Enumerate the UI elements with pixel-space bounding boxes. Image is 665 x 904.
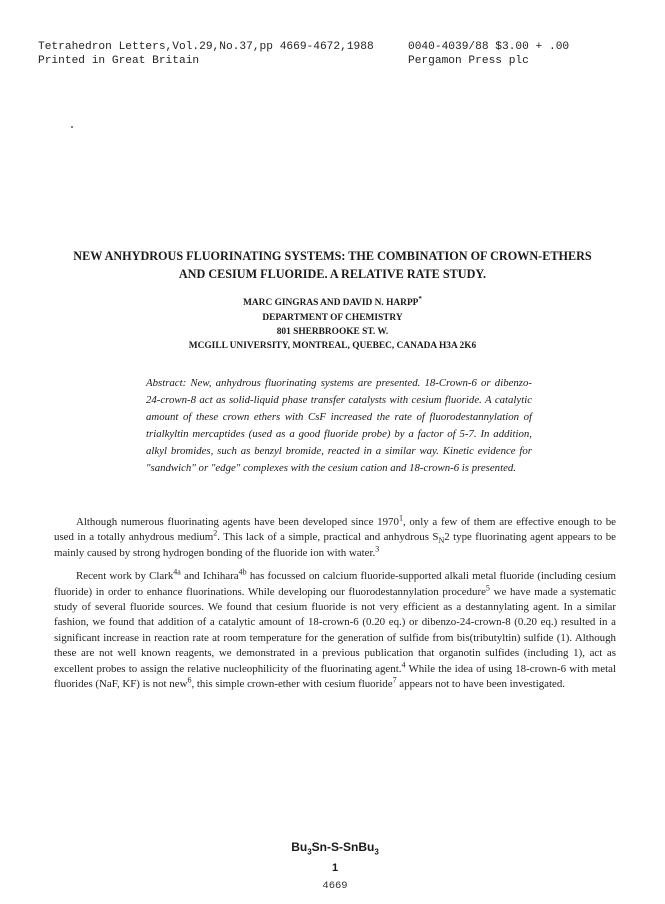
- title-line-1: NEW ANHYDROUS FLUORINATING SYSTEMS: THE COMBINATION OF CROWN-ETHERS: [73, 249, 592, 263]
- street-address: 801 SHERBROOKE ST. W.: [276, 326, 389, 337]
- compound-number: 1: [331, 862, 339, 875]
- reference-marker: 2: [213, 528, 218, 538]
- page-number: 4669: [322, 880, 348, 892]
- title-line-2: AND CESIUM FLUORIDE. A RELATIVE RATE STUDY.: [178, 267, 487, 281]
- abstract-text: New, anhydrous fluorinating systems are presented. 18-Crown-6 or dibenzo-24-crown-8 act as solid-liquid phase transfer catalysts with cesium fluoride. A catalytic amount of these crown ethers with CsF increased the rate of fluorodestannylation of trialkyltin mercaptides (used as a good fluoride probe) by a factor of 5-7. In addition, alkyl bromides, such as benzyl bromide, reacted in a similar way. Kinetic evidence for "sandwich" or "edge" complexes with the cesium cation and 18-crown-6 is presented.: [146, 377, 532, 474]
- body-text: [54, 515, 616, 700]
- text-run: . This lack of a simple, practical and anhydrous S: [217, 531, 439, 544]
- corresponding-author-marker: *: [418, 295, 422, 303]
- reference-marker: 5: [485, 583, 490, 592]
- text-run: Recent work by Clark: [76, 570, 174, 583]
- reference-marker: 6: [187, 675, 192, 685]
- text-run: Although numerous fluorinating agents have been developed since 1970: [76, 516, 399, 528]
- paragraph-2: [54, 569, 616, 692]
- text-run: appears not to have been investigated.: [396, 678, 566, 691]
- paper-title: [30, 247, 635, 283]
- paragraph-1: [54, 515, 616, 561]
- text-run: has focussed on calcium fluoride-supported alkali metal fluoride (including cesium fluoride) in order to enhance fluorinations. While developing our fluorodestannylation procedure: [54, 570, 617, 598]
- department: DEPARTMENT OF CHEMISTRY: [262, 312, 403, 323]
- abstract-label: Abstract:: [146, 377, 187, 389]
- journal-citation: Tetrahedron Letters,Vol.29,No.37,pp 4669-4672,1988: [38, 41, 374, 53]
- reference-marker: 4: [401, 660, 406, 670]
- chemical-formula: [265, 840, 405, 876]
- journal-code: 0040-4039/88 $3.00 + .00: [408, 41, 570, 53]
- subscript: N: [438, 536, 445, 546]
- reference-marker: 4a: [173, 567, 181, 577]
- stray-mark: [71, 126, 73, 128]
- journal-header: [38, 40, 638, 68]
- text-run: 2 type fluorinating agent appears to be mainly caused by strong hydrogen bonding of the fluoride ion with water.: [54, 531, 616, 559]
- author-names-line: [30, 292, 635, 311]
- reference-marker: 3: [375, 544, 380, 554]
- text-run: , only a few of them are effective enough to be used in a totally anhydrous medium: [54, 516, 616, 544]
- formula-subscript: 3: [307, 847, 312, 857]
- publisher: Pergamon Press plc: [408, 55, 529, 67]
- abstract: [146, 375, 532, 477]
- formula-part: Sn-S-SnBu: [311, 840, 375, 854]
- university: MCGILL UNIVERSITY, MONTREAL, QUEBEC, CANADA H3A 2K6: [188, 341, 477, 352]
- formula-subscript: 3: [374, 847, 379, 857]
- reference-marker: 1: [398, 513, 403, 523]
- text-run: we have made a systematic study of several fluoride sources. We found that cesium fluoride is not very efficient as a destannylating agent. In a similar fashion, we found that addition of a catalytic amount of 18-crown-6 (0.20 eq.) or dibenzo-24-crown-8 (0.20 eq.) resulted in a significant increase in reaction rate at room temperature for the generation of sulfide from bis(tributyltin) sulfide (1). Although these are not well known reagents, we demonstrated in a previous publication that organotin sulfides (including 1), act as excellent probes to assign the relative nucleophilicity of the fluorinating agent.: [54, 585, 616, 675]
- text-run: and Ichihara: [180, 570, 239, 583]
- text-run: While the idea of using 18-crown-6 with metal fluorides (NaF, KF) is not new: [54, 662, 616, 691]
- reference-marker: 4b: [238, 567, 247, 577]
- author-block: [30, 292, 635, 354]
- print-location: Printed in Great Britain: [38, 55, 200, 67]
- formula-part: Bu: [291, 840, 308, 854]
- reference-marker: 7: [392, 675, 397, 685]
- text-run: , this simple crown-ether with cesium fluoride: [191, 678, 393, 691]
- author-names: MARC GINGRAS AND DAVID N. HARPP: [243, 298, 419, 309]
